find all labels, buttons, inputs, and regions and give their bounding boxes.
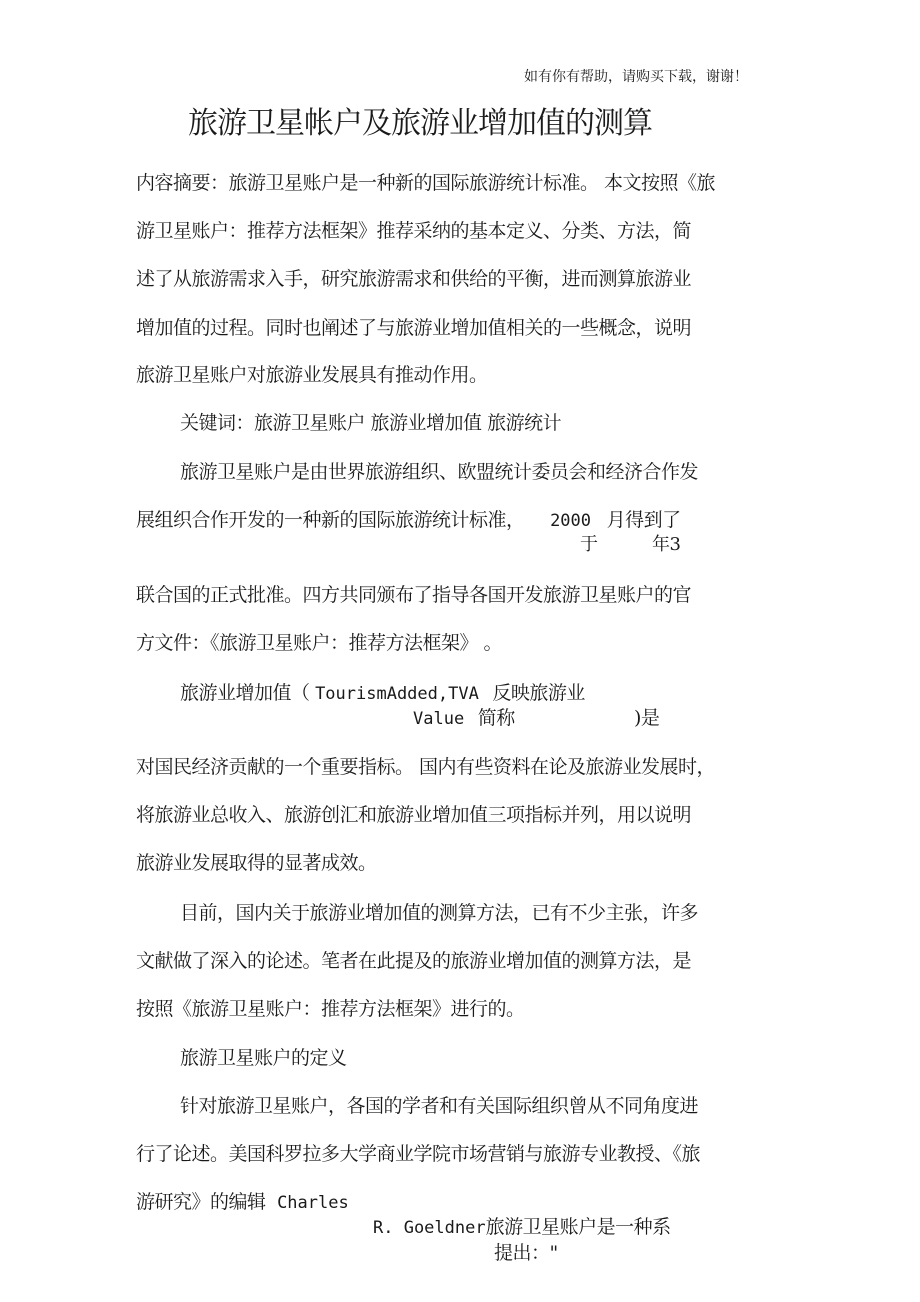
paragraph-line: 目前，国内关于旅游业增加值的测算方法，已有不少主张，许多 bbox=[180, 902, 699, 924]
text-segment: 展组织合作开发的一种新的国际旅游统计标准， bbox=[136, 509, 525, 531]
paragraph-line bbox=[136, 1187, 349, 1214]
paragraph-line: 文献做了深入的论述。笔者在此提及的旅游业增加值的测算方法，是 bbox=[136, 950, 692, 972]
paragraph-line bbox=[180, 678, 585, 705]
term-english: TourismAdded,TVA bbox=[315, 684, 479, 704]
paragraph-line: 针对旅游卫星账户，各国的学者和有关国际组织曾从不同角度进 bbox=[180, 1095, 699, 1117]
paragraph-line bbox=[413, 703, 515, 730]
paragraph-line: 对国民经济贡献的一个重要指标。 国内有些资料在论及旅游业发展时， bbox=[136, 756, 716, 778]
paragraph-line: 行了论述。美国科罗拉多大学商业学院市场营销与旅游专业教授、《旅 bbox=[136, 1143, 701, 1165]
text-segment: )是 bbox=[634, 707, 660, 729]
term-english: Value bbox=[413, 709, 465, 729]
text-segment: 年3 bbox=[652, 534, 681, 555]
paragraph-line: 方文件：《旅游卫星账户：推荐方法框架》 。 bbox=[136, 632, 503, 654]
text-segment: 于 bbox=[580, 534, 598, 555]
abstract-line: 述了从旅游需求入手，研究旅游需求和供给的平衡，进而测算旅游业 bbox=[136, 268, 692, 290]
abstract-line: 增加值的过程。同时也阐述了与旅游业增加值相关的一些概念，说明 bbox=[136, 317, 692, 339]
paragraph-line bbox=[373, 1212, 671, 1239]
abstract-line: 游卫星账户：推荐方法框架》推荐采纳的基本定义、分类、方法，简 bbox=[136, 220, 692, 242]
text-segment: 月得到了 bbox=[606, 509, 681, 531]
text-segment: 提出：" bbox=[494, 1242, 558, 1264]
text-segment: 旅游业增加值（ bbox=[180, 682, 310, 704]
header-note: 如有你有帮助，请购买下载，谢谢！ bbox=[524, 69, 748, 85]
document-title: 旅游卫星帐户及旅游业增加值的测算 bbox=[188, 106, 652, 141]
paragraph-line: 联合国的正式批准。四方共同颁布了指导各国开发旅游卫星账户的官 bbox=[136, 584, 692, 606]
text-segment: 反映旅游业 bbox=[492, 682, 585, 704]
paragraph-line: 旅游卫星账户是由世界旅游组织、欧盟统计委员会和经济合作发 bbox=[180, 461, 699, 483]
abstract-line: 内容摘要：旅游卫星账户是一种新的国际旅游统计标准。 本文按照《旅 bbox=[136, 172, 716, 194]
abstract-line: 旅游卫星账户对旅游业发展具有推动作用。 bbox=[136, 364, 488, 386]
person-name: Charles bbox=[277, 1193, 349, 1213]
paragraph-line: 旅游业发展取得的显著成效。 bbox=[136, 852, 377, 874]
paragraph-line: 将旅游业总收入、旅游创汇和旅游业增加值三项指标并列，用以说明 bbox=[136, 804, 692, 826]
paragraph-line: 按照《旅游卫星账户：推荐方法框架》进行的。 bbox=[136, 998, 525, 1020]
text-segment: 旅游卫星账户是一种系 bbox=[485, 1216, 671, 1238]
keywords: 关键词：旅游卫星账户 旅游业增加值 旅游统计 bbox=[180, 412, 562, 434]
paragraph-line bbox=[136, 505, 681, 532]
text-segment: 简称 bbox=[477, 707, 515, 729]
year-value: 2000 bbox=[550, 511, 592, 531]
section-heading: 旅游卫星账户的定义 bbox=[180, 1047, 347, 1069]
text-segment: 游研究》的编辑 bbox=[136, 1191, 266, 1213]
person-name: R. Goeldner bbox=[373, 1218, 486, 1238]
